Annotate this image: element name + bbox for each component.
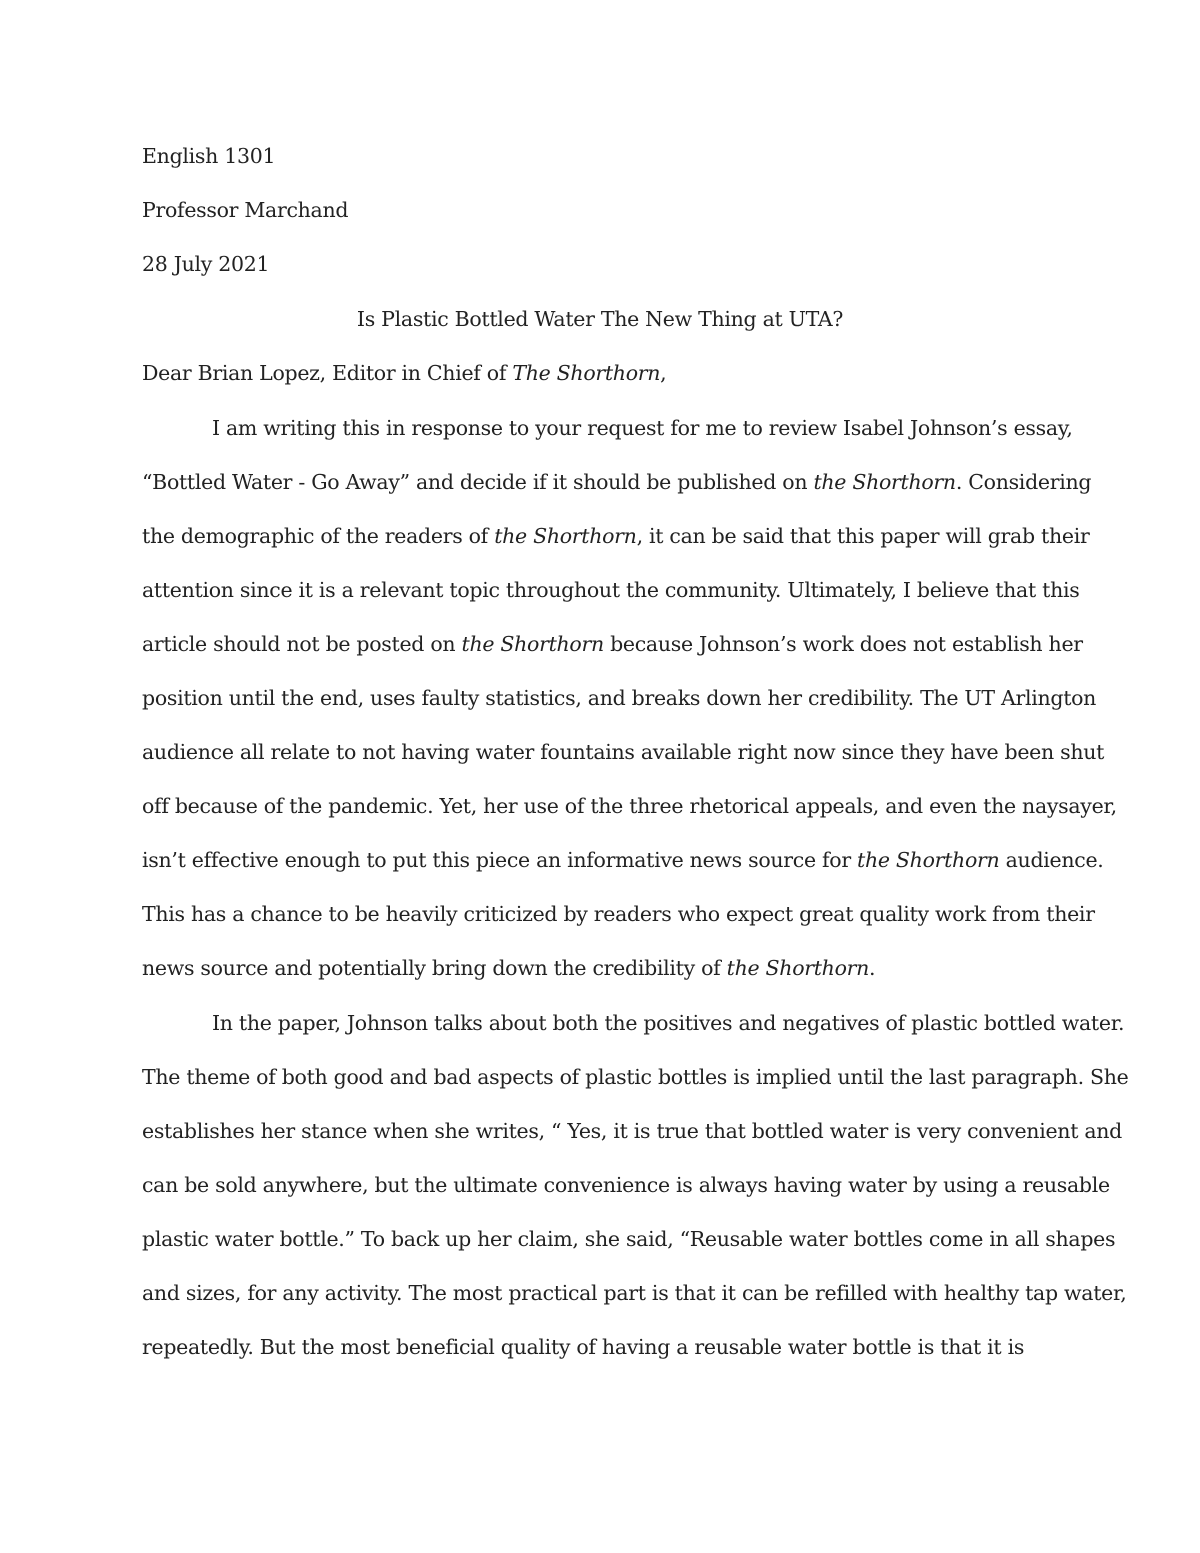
salutation-punct: , [660,361,667,385]
p1-line-5 [142,631,1083,657]
essay-title: Is Plastic Bottled Water The New Thing at UTA? [356,307,844,331]
p2-line-1: In the paper, Johnson talks about both the positives and negatives of plastic bottled water. [212,1011,1125,1035]
p1-line-3-rest: , it can be said that this paper will grab their [636,524,1090,548]
p1-line-1: I am writing this in response to your request for me to review Isabel Johnson’s essay, [212,416,1073,440]
p1-line-9 [142,847,1104,873]
p1-line-5-text: article should not be posted on [142,632,462,656]
p1-line-2-rest: . Considering [955,470,1092,494]
p1-line-3-text: the demographic of the readers of [142,524,495,548]
salutation [142,360,666,386]
professor-line: Professor Marchand [142,198,349,222]
p1-line-9-text: isn’t effective enough to put this piece an informative news source for [142,848,858,872]
p1-line-11 [142,955,875,981]
p1-line-11-rest: . [869,956,876,980]
p1-line-7: audience all relate to not having water fountains available right now since they have been shut [142,740,1105,764]
p1-line-2 [142,469,1091,495]
p1-line-3 [142,523,1089,549]
p1-line-2-text: “Bottled Water - Go Away” and decide if it should be published on [142,470,814,494]
p2-line-5: plastic water bottle.” To back up her claim, she said, “Reusable water bottles come in all shapes [142,1227,1116,1251]
p1-line-10: This has a chance to be heavily criticized by readers who expect great quality work from their [142,902,1095,926]
p1-line-6: position until the end, uses faulty statistics, and breaks down her credibility. The UT Arlington [142,686,1097,710]
p2-line-7: repeatedly. But the most beneficial quality of having a reusable water bottle is that it is [142,1335,1025,1359]
p1-line-5-italic: the Shorthorn [461,632,604,656]
p1-line-2-italic: the Shorthorn [813,470,956,494]
p1-line-11-italic: the Shorthorn [726,956,870,980]
p2-line-6: and sizes, for any activity. The most practical part is that it can be refilled with healthy tap water, [142,1281,1127,1305]
salutation-text: Dear Brian Lopez, Editor in Chief of [142,361,513,385]
p2-line-4: can be sold anywhere, but the ultimate convenience is always having water by using a reusable [142,1173,1110,1197]
p1-line-11-text: news source and potentially bring down the credibility of [142,956,727,980]
p1-line-9-italic: the Shorthorn [857,848,1000,872]
p1-line-4: attention since it is a relevant topic throughout the community. Ultimately, I believe that this [142,578,1080,602]
p1-line-8: off because of the pandemic. Yet, her use of the three rhetorical appeals, and even the naysayer, [142,794,1117,818]
date-line: 28 July 2021 [142,252,270,276]
p1-line-3-italic: the Shorthorn [494,524,637,548]
p2-line-2: The theme of both good and bad aspects of plastic bottles is implied until the last paragraph. She [142,1065,1129,1089]
salutation-publication: The Shorthorn [512,361,661,385]
p2-line-3: establishes her stance when she writes, “ Yes, it is true that bottled water is very convenient and [142,1119,1123,1143]
p1-line-5-rest: because Johnson’s work does not establish her [603,632,1083,656]
p1-line-9-rest: audience. [999,848,1104,872]
course-line: English 1301 [142,144,276,168]
